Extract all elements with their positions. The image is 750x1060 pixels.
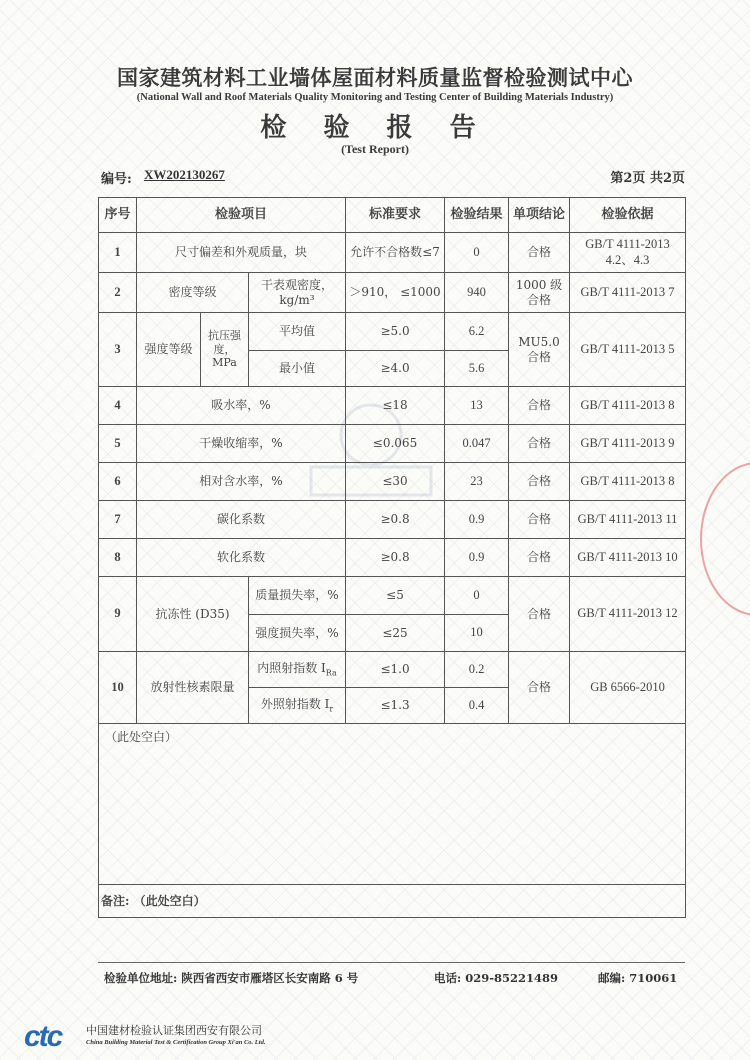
row-item-group: 强度等级 <box>137 313 201 387</box>
row-no: 8 <box>99 539 137 577</box>
remark-row <box>99 885 686 918</box>
row-item-group: 放射性核素限量 <box>137 652 249 724</box>
table-row <box>99 577 686 615</box>
table-row <box>99 425 686 463</box>
row-item: 干燥收缩率，% <box>137 425 346 463</box>
row-result: 0.9 <box>445 501 509 539</box>
footer-address: 检验单位地址: 陕西省西安市雁塔区长安南路 6 号 <box>104 971 359 985</box>
serial-label: 编号: <box>101 172 132 187</box>
row-item-group: 密度等级 <box>137 273 249 313</box>
row-requirement: ＞910， ≤1000 <box>346 273 445 313</box>
row-no: 1 <box>99 233 137 273</box>
row-no: 3 <box>99 313 137 387</box>
row-conclusion: 合格 <box>509 539 570 577</box>
row-no: 7 <box>99 501 137 539</box>
group-name-cn: 中国建材检验认证集团西安有限公司 <box>86 1024 262 1037</box>
row-item: 干表观密度，kg/m³ <box>249 273 346 313</box>
ctc-logo: ctc <box>24 1020 62 1053</box>
row-result: 23 <box>445 463 509 501</box>
row-result: 0.9 <box>445 539 509 577</box>
row-result: 940 <box>445 273 509 313</box>
blank-note: （此处空白） <box>99 724 686 885</box>
row-conclusion: 1000 级 合格 <box>509 273 570 313</box>
row-item: 碳化系数 <box>137 501 346 539</box>
row-basis: GB/T 4111-2013 11 <box>570 501 686 539</box>
row-basis: GB/T 4111-2013 10 <box>570 539 686 577</box>
col-header-requirement: 标准要求 <box>346 198 445 233</box>
row-requirement: ≤1.3 <box>346 688 445 724</box>
row-conclusion: 合格 <box>509 577 570 652</box>
row-basis: GB/T 4111-2013 5 <box>570 313 686 387</box>
row-basis: GB/T 4111-2013 9 <box>570 425 686 463</box>
footer-postcode: 邮编: 710061 <box>598 971 678 985</box>
row-result: 13 <box>445 387 509 425</box>
row-item: 软化系数 <box>137 539 346 577</box>
test-results-table <box>98 197 686 918</box>
row-conclusion: 合格 <box>509 463 570 501</box>
org-title-en: (National Wall and Roof Materials Quality Monitoring and Testing Center of Building Materials Industry) <box>136 92 614 103</box>
row-requirement: 允许不合格数≤7 <box>346 233 445 273</box>
table-row <box>99 313 686 351</box>
row-subitem: 最小值 <box>249 351 346 387</box>
row-result: 0.2 <box>445 652 509 688</box>
row-requirement: ≤0.065 <box>346 425 445 463</box>
row-subitem: 强度损失率，% <box>249 615 346 652</box>
row-subitem-subscript: Ra <box>325 668 337 678</box>
row-item: 相对含水率，% <box>137 463 346 501</box>
table-row <box>99 273 686 313</box>
row-result: 0 <box>445 577 509 615</box>
row-result: 0 <box>445 233 509 273</box>
row-result: 10 <box>445 615 509 652</box>
row-no: 10 <box>99 652 137 724</box>
row-basis: GB 6566-2010 <box>570 652 686 724</box>
row-subitem-subscript: r <box>329 704 334 714</box>
remark: 备注: （此处空白） <box>99 885 686 918</box>
serial-number: XW202130267 <box>144 167 225 182</box>
row-requirement: ≥0.8 <box>346 501 445 539</box>
row-basis: GB/T 4111-2013 8 <box>570 387 686 425</box>
row-result: 0.4 <box>445 688 509 724</box>
row-item: 尺寸偏差和外观质量，块 <box>137 233 346 273</box>
row-no: 5 <box>99 425 137 463</box>
col-header-no: 序号 <box>99 198 137 233</box>
col-header-conclusion: 单项结论 <box>509 198 570 233</box>
row-conclusion: 合格 <box>509 387 570 425</box>
row-subitem-label: 外照射指数 I <box>260 696 330 711</box>
table-row <box>99 652 686 688</box>
row-subitem <box>249 652 346 688</box>
row-result: 5.6 <box>445 351 509 387</box>
group-name-en: China Building Material Test & Certification Group Xi'an Co. Ltd. <box>86 1039 266 1046</box>
row-item: 抗压强度，MPa <box>201 313 249 387</box>
row-no: 2 <box>99 273 137 313</box>
row-conclusion: 合格 <box>509 652 570 724</box>
report-title-cn: 检 验 报 告 <box>260 113 490 143</box>
page-info: 第2页 共2页 <box>610 171 685 186</box>
row-subitem <box>249 688 346 724</box>
row-basis: GB/T 4111-2013 4.2、4.3 <box>570 233 686 273</box>
table-row <box>99 501 686 539</box>
table-header-row <box>99 198 686 233</box>
table-row <box>99 233 686 273</box>
row-conclusion: 合格 <box>509 425 570 463</box>
row-basis: GB/T 4111-2013 8 <box>570 463 686 501</box>
row-requirement: ≤5 <box>346 577 445 615</box>
table-row <box>99 387 686 425</box>
report-title-en: (Test Report) <box>341 142 409 156</box>
row-basis: GB/T 4111-2013 7 <box>570 273 686 313</box>
row-conclusion: MU5.0 合格 <box>509 313 570 387</box>
row-subitem: 平均值 <box>249 313 346 351</box>
row-conclusion: 合格 <box>509 233 570 273</box>
row-no: 6 <box>99 463 137 501</box>
footer-phone: 电话: 029-85221489 <box>434 971 559 985</box>
row-requirement: ≤25 <box>346 615 445 652</box>
col-header-item: 检验项目 <box>137 198 346 233</box>
col-header-basis: 检验依据 <box>570 198 686 233</box>
table-row <box>99 539 686 577</box>
row-conclusion: 合格 <box>509 501 570 539</box>
row-result: 6.2 <box>445 313 509 351</box>
row-no: 4 <box>99 387 137 425</box>
row-item-group: 抗冻性 (D35) <box>137 577 249 652</box>
row-requirement: ≥5.0 <box>346 313 445 351</box>
row-requirement: ≥4.0 <box>346 351 445 387</box>
row-subitem-label: 内照射指数 I <box>257 660 326 675</box>
row-no: 9 <box>99 577 137 652</box>
footer-divider <box>98 962 685 963</box>
row-result: 0.047 <box>445 425 509 463</box>
col-header-result: 检验结果 <box>445 198 509 233</box>
row-requirement: ≥0.8 <box>346 539 445 577</box>
org-title-cn: 国家建筑材料工业墙体屋面材料质量监督检验测试中心 <box>117 65 633 90</box>
row-item: 吸水率，% <box>137 387 346 425</box>
blank-row <box>99 724 686 885</box>
table-row <box>99 463 686 501</box>
row-subitem: 质量损失率，% <box>249 577 346 615</box>
row-requirement: ≤18 <box>346 387 445 425</box>
red-seal-stamp <box>700 462 750 616</box>
row-requirement: ≤1.0 <box>346 652 445 688</box>
row-basis: GB/T 4111-2013 12 <box>570 577 686 652</box>
row-requirement: ≤30 <box>346 463 445 501</box>
